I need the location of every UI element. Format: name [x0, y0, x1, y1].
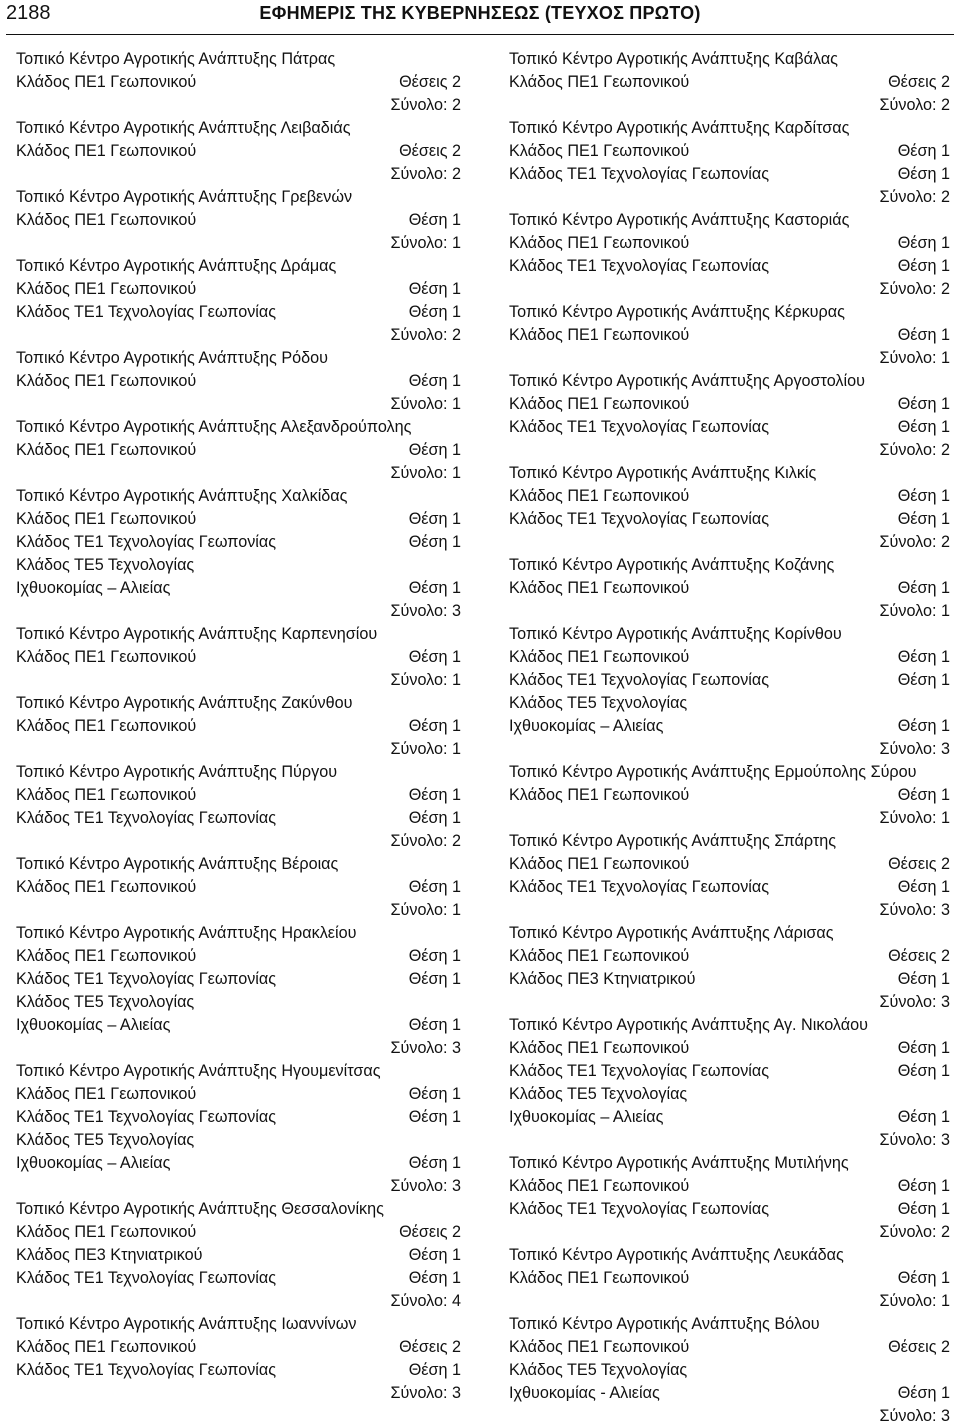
total-count: Σύνολο: 4 — [390, 1292, 461, 1310]
branch-name: Κλάδος ΤΕ1 Τεχνολογίας Γεωπονίας — [16, 533, 277, 551]
left-column — [16, 48, 461, 1405]
positions-count: Θέση 1 — [408, 1269, 461, 1287]
branch-name: Κλάδος ΠΕ1 Γεωπονικού — [16, 510, 197, 528]
positions-count: Θέση 1 — [897, 786, 950, 804]
positions-count: Θέση 1 — [408, 1154, 461, 1172]
branch-name: Κλάδος ΠΕ3 Κτηνιατρικού — [16, 1246, 203, 1264]
center-title: Τοπικό Κέντρο Αγροτικής Ανάπτυξης Καβάλας — [509, 50, 838, 68]
center-title: Τοπικό Κέντρο Αγροτικής Ανάπτυξης Ηρακλείου — [16, 924, 357, 942]
center-title: Τοπικό Κέντρο Αγροτικής Ανάπτυξης Βόλου — [509, 1315, 820, 1333]
positions-count: Θέση 1 — [408, 809, 461, 827]
positions-count: Θέση 1 — [408, 1016, 461, 1034]
branch-name: Κλάδος ΠΕ1 Γεωπονικού — [509, 142, 690, 160]
branch-row — [509, 508, 950, 531]
total-count: Σύνολο: 2 — [390, 165, 461, 183]
center-block — [16, 623, 461, 692]
total-count: Σύνολο: 3 — [879, 1131, 950, 1149]
branch-name: Κλάδος ΠΕ1 Γεωπονικού — [16, 1338, 197, 1356]
positions-count: Θέση 1 — [408, 1108, 461, 1126]
total-count: Σύνολο: 3 — [879, 901, 950, 919]
branch-row — [509, 416, 950, 439]
total-count: Σύνολο: 1 — [879, 602, 950, 620]
positions-count: Θέση 1 — [897, 1062, 950, 1080]
positions-count: Θέσεις 2 — [399, 1223, 461, 1241]
positions-count: Θέση 1 — [897, 671, 950, 689]
positions-count: Θέσεις 2 — [888, 947, 950, 965]
branch-row — [509, 1037, 950, 1060]
page-number: 2188 — [6, 2, 51, 24]
total-count: Σύνολο: 1 — [879, 809, 950, 827]
branch-row — [16, 71, 461, 94]
positions-count: Θέση 1 — [897, 1384, 950, 1402]
positions-count: Θέση 1 — [897, 234, 950, 252]
center-block — [509, 209, 950, 301]
branch-row — [16, 439, 461, 462]
center-block — [509, 462, 950, 554]
center-title: Τοπικό Κέντρο Αγροτικής Ανάπτυξης Καστοριάς — [509, 211, 850, 229]
branch-name: Κλάδος ΠΕ1 Γεωπονικού — [509, 1177, 690, 1195]
branch-name: Κλάδος ΤΕ1 Τεχνολογίας Γεωπονίας — [509, 510, 770, 528]
center-block — [509, 1014, 950, 1152]
total-count: Σύνολο: 1 — [390, 740, 461, 758]
center-title: Τοπικό Κέντρο Αγροτικής Ανάπτυξης Πύργου — [16, 763, 338, 781]
branch-row — [509, 1382, 950, 1405]
positions-count: Θέση 1 — [897, 717, 950, 735]
positions-count: Θέση 1 — [897, 395, 950, 413]
branch-row — [16, 554, 461, 577]
branch-name: Κλάδος ΤΕ1 Τεχνολογίας Γεωπονίας — [509, 1200, 770, 1218]
branch-row — [16, 1267, 461, 1290]
total-count: Σύνολο: 3 — [390, 1039, 461, 1057]
branch-row — [509, 1083, 950, 1106]
positions-count: Θέση 1 — [897, 579, 950, 597]
branch-name: Κλάδος ΠΕ1 Γεωπονικού — [509, 1039, 690, 1057]
branch-name: Κλάδος ΤΕ1 Τεχνολογίας Γεωπονίας — [16, 1108, 277, 1126]
total-count: Σύνολο: 1 — [390, 234, 461, 252]
branch-row — [509, 577, 950, 600]
branch-name: Κλάδος ΠΕ1 Γεωπονικού — [509, 1269, 690, 1287]
branch-name: Κλάδος ΠΕ1 Γεωπονικού — [16, 717, 197, 735]
branch-name: Κλάδος ΤΕ1 Τεχνολογίας Γεωπονίας — [509, 165, 770, 183]
branch-row — [16, 1336, 461, 1359]
branch-name: Κλάδος ΤΕ5 Τεχνολογίας — [509, 1085, 688, 1103]
total-count: Σύνολο: 2 — [879, 280, 950, 298]
positions-count: Θέση 1 — [897, 257, 950, 275]
branch-row — [509, 393, 950, 416]
center-title: Τοπικό Κέντρο Αγροτικής Ανάπτυξης Ηγουμενίτσας — [16, 1062, 381, 1080]
total-count: Σύνολο: 1 — [879, 349, 950, 367]
positions-count: Θέση 1 — [408, 303, 461, 321]
positions-count: Θέση 1 — [897, 487, 950, 505]
branch-row — [509, 784, 950, 807]
total-count: Σύνολο: 2 — [879, 1223, 950, 1241]
positions-count: Θέση 1 — [408, 533, 461, 551]
center-block — [509, 761, 950, 830]
branch-row — [509, 163, 950, 186]
branch-row — [16, 370, 461, 393]
branch-row — [16, 715, 461, 738]
branch-name: Κλάδος ΤΕ5 Τεχνολογίας — [16, 556, 195, 574]
center-title: Τοπικό Κέντρο Αγροτικής Ανάπτυξης Μυτιλήνης — [509, 1154, 849, 1172]
center-block — [16, 117, 461, 186]
branch-row — [16, 945, 461, 968]
gazette-title: ΕΦΗΜΕΡΙΣ ΤΗΣ ΚΥΒΕΡΝΗΣΕΩΣ (ΤΕΥΧΟΣ ΠΡΩΤΟ) — [259, 3, 701, 23]
branch-name: Κλάδος ΠΕ1 Γεωπονικού — [16, 786, 197, 804]
total-count: Σύνολο: 2 — [879, 441, 950, 459]
center-block — [16, 485, 461, 623]
branch-row — [16, 1014, 461, 1037]
center-title: Τοπικό Κέντρο Αγροτικής Ανάπτυξης Θεσσαλονίκης — [16, 1200, 384, 1218]
branch-row — [16, 278, 461, 301]
center-block — [509, 117, 950, 209]
right-column — [509, 48, 950, 1428]
branch-row — [509, 1336, 950, 1359]
page-header — [0, 0, 960, 28]
total-count: Σύνολο: 3 — [390, 1384, 461, 1402]
branch-name: Κλάδος ΠΕ1 Γεωπονικού — [16, 1085, 197, 1103]
center-title: Τοπικό Κέντρο Αγροτικής Ανάπτυξης Αλεξανδρούπολης — [16, 418, 412, 436]
branch-name: Κλάδος ΤΕ1 Τεχνολογίας Γεωπονίας — [509, 878, 770, 896]
total-count: Σύνολο: 1 — [390, 395, 461, 413]
positions-count: Θέση 1 — [408, 947, 461, 965]
branch-row — [16, 646, 461, 669]
branch-row — [509, 1060, 950, 1083]
branch-name: Ιχθυοκομίας - Αλιείας — [509, 1384, 660, 1402]
center-block — [16, 48, 461, 117]
branch-row — [16, 140, 461, 163]
center-title: Τοπικό Κέντρο Αγροτικής Ανάπτυξης Αγ. Νικολάου — [509, 1016, 868, 1034]
total-count: Σύνολο: 1 — [390, 464, 461, 482]
total-count: Σύνολο: 3 — [390, 1177, 461, 1195]
branch-name: Κλάδος ΤΕ5 Τεχνολογίας — [16, 1131, 195, 1149]
branch-name: Κλάδος ΤΕ1 Τεχνολογίας Γεωπονίας — [16, 1269, 277, 1287]
center-block — [16, 186, 461, 255]
positions-count: Θέσεις 2 — [888, 73, 950, 91]
branch-row — [509, 485, 950, 508]
positions-count: Θέσεις 2 — [888, 1338, 950, 1356]
branch-row — [509, 853, 950, 876]
branch-row — [16, 1083, 461, 1106]
branch-row — [509, 715, 950, 738]
total-count: Σύνολο: 2 — [879, 188, 950, 206]
branch-row — [16, 1359, 461, 1382]
center-title: Τοπικό Κέντρο Αγροτικής Ανάπτυξης Βέροιας — [16, 855, 339, 873]
branch-row — [509, 324, 950, 347]
positions-count: Θέση 1 — [408, 372, 461, 390]
branch-name: Κλάδος ΤΕ1 Τεχνολογίας Γεωπονίας — [509, 671, 770, 689]
branch-name: Κλάδος ΠΕ1 Γεωπονικού — [16, 648, 197, 666]
branch-row — [16, 807, 461, 830]
branch-row — [509, 1267, 950, 1290]
branch-row — [16, 1244, 461, 1267]
center-block — [16, 692, 461, 761]
branch-row — [16, 784, 461, 807]
center-title: Τοπικό Κέντρο Αγροτικής Ανάπτυξης Καρδίτσας — [509, 119, 850, 137]
branch-name: Κλάδος ΠΕ1 Γεωπονικού — [16, 211, 197, 229]
branch-name: Κλάδος ΤΕ5 Τεχνολογίας — [509, 694, 688, 712]
positions-count: Θέσεις 2 — [399, 142, 461, 160]
center-block — [509, 301, 950, 370]
branch-name: Κλάδος ΤΕ1 Τεχνολογίας Γεωπονίας — [16, 970, 277, 988]
branch-row — [509, 71, 950, 94]
branch-row — [509, 669, 950, 692]
branch-name: Κλάδος ΠΕ1 Γεωπονικού — [509, 487, 690, 505]
branch-name: Κλάδος ΠΕ1 Γεωπονικού — [16, 947, 197, 965]
center-block — [16, 347, 461, 416]
branch-row — [16, 508, 461, 531]
positions-count: Θέση 1 — [408, 510, 461, 528]
center-title: Τοπικό Κέντρο Αγροτικής Ανάπτυξης Κορίνθου — [509, 625, 842, 643]
center-title: Τοπικό Κέντρο Αγροτικής Ανάπτυξης Κοζάνης — [509, 556, 835, 574]
center-title: Τοπικό Κέντρο Αγροτικής Ανάπτυξης Κέρκυρας — [509, 303, 845, 321]
center-title: Τοπικό Κέντρο Αγροτικής Ανάπτυξης Ρόδου — [16, 349, 329, 367]
center-block — [509, 1244, 950, 1313]
center-block — [16, 416, 461, 485]
branch-name: Κλάδος ΠΕ1 Γεωπονικού — [509, 855, 690, 873]
branch-name: Κλάδος ΤΕ1 Τεχνολογίας Γεωπονίας — [509, 1062, 770, 1080]
branch-name: Κλάδος ΠΕ1 Γεωπονικού — [16, 1223, 197, 1241]
branch-name: Κλάδος ΤΕ1 Τεχνολογίας Γεωπονίας — [509, 257, 770, 275]
branch-name: Κλάδος ΠΕ1 Γεωπονικού — [509, 395, 690, 413]
center-title: Τοπικό Κέντρο Αγροτικής Ανάπτυξης Λάρισας — [509, 924, 834, 942]
total-count: Σύνολο: 1 — [390, 901, 461, 919]
branch-row — [509, 646, 950, 669]
center-block — [16, 255, 461, 347]
branch-name: Ιχθυοκομίας – Αλιείας — [16, 1016, 171, 1034]
branch-name: Κλάδος ΠΕ1 Γεωπονικού — [509, 73, 690, 91]
branch-row — [16, 1152, 461, 1175]
center-block — [509, 1313, 950, 1428]
branch-row — [509, 692, 950, 715]
positions-count: Θέση 1 — [897, 1177, 950, 1195]
positions-count: Θέση 1 — [897, 142, 950, 160]
branch-row — [509, 255, 950, 278]
total-count: Σύνολο: 3 — [879, 740, 950, 758]
center-title: Τοπικό Κέντρο Αγροτικής Ανάπτυξης Ερμούπολης Σύρου — [509, 763, 917, 781]
total-count: Σύνολο: 1 — [390, 671, 461, 689]
positions-count: Θέση 1 — [897, 648, 950, 666]
branch-row — [509, 1175, 950, 1198]
center-block — [509, 48, 950, 117]
center-title: Τοπικό Κέντρο Αγροτικής Ανάπτυξης Ιωαννίνων — [16, 1315, 357, 1333]
center-title: Τοπικό Κέντρο Αγροτικής Ανάπτυξης Λειβαδιάς — [16, 119, 351, 137]
positions-count: Θέσεις 2 — [399, 1338, 461, 1356]
positions-count: Θέσεις 2 — [888, 855, 950, 873]
positions-count: Θέσεις 2 — [399, 73, 461, 91]
branch-name: Ιχθυοκομίας – Αλιείας — [509, 1108, 664, 1126]
branch-name: Κλάδος ΠΕ1 Γεωπονικού — [16, 441, 197, 459]
positions-count: Θέση 1 — [897, 165, 950, 183]
branch-name: Κλάδος ΠΕ3 Κτηνιατρικού — [509, 970, 696, 988]
branch-row — [509, 1106, 950, 1129]
branch-row — [16, 209, 461, 232]
center-title: Τοπικό Κέντρο Αγροτικής Ανάπτυξης Χαλκίδας — [16, 487, 348, 505]
center-title: Τοπικό Κέντρο Αγροτικής Ανάπτυξης Αργοστολίου — [509, 372, 865, 390]
branch-row — [16, 1221, 461, 1244]
branch-name: Κλάδος ΠΕ1 Γεωπονικού — [509, 947, 690, 965]
branch-name: Κλάδος ΤΕ1 Τεχνολογίας Γεωπονίας — [16, 1361, 277, 1379]
branch-row — [16, 531, 461, 554]
positions-count: Θέση 1 — [897, 970, 950, 988]
center-block — [16, 853, 461, 922]
center-title: Τοπικό Κέντρο Αγροτικής Ανάπτυξης Λευκάδας — [509, 1246, 844, 1264]
total-count: Σύνολο: 3 — [879, 993, 950, 1011]
center-block — [509, 554, 950, 623]
branch-name: Κλάδος ΠΕ1 Γεωπονικού — [16, 878, 197, 896]
branch-name: Κλάδος ΠΕ1 Γεωπονικού — [16, 142, 197, 160]
total-count: Σύνολο: 3 — [879, 1407, 950, 1425]
branch-row — [509, 945, 950, 968]
branch-name: Κλάδος ΠΕ1 Γεωπονικού — [509, 579, 690, 597]
branch-name: Ιχθυοκομίας – Αλιείας — [509, 717, 664, 735]
total-count: Σύνολο: 1 — [879, 1292, 950, 1310]
total-count: Σύνολο: 2 — [879, 96, 950, 114]
branch-name: Κλάδος ΤΕ5 Τεχνολογίας — [16, 993, 195, 1011]
positions-count: Θέση 1 — [408, 878, 461, 896]
center-block — [509, 922, 950, 1014]
branch-row — [16, 876, 461, 899]
branch-row — [16, 577, 461, 600]
center-title: Τοπικό Κέντρο Αγροτικής Ανάπτυξης Δράμας — [16, 257, 337, 275]
positions-count: Θέση 1 — [897, 510, 950, 528]
positions-count: Θέση 1 — [408, 648, 461, 666]
branch-row — [16, 1106, 461, 1129]
branch-row — [509, 1359, 950, 1382]
branch-row — [509, 876, 950, 899]
header-rule — [6, 34, 954, 35]
branch-name: Κλάδος ΠΕ1 Γεωπονικού — [509, 648, 690, 666]
branch-name: Κλάδος ΠΕ1 Γεωπονικού — [509, 1338, 690, 1356]
positions-count: Θέση 1 — [897, 1108, 950, 1126]
positions-count: Θέση 1 — [408, 970, 461, 988]
positions-count: Θέση 1 — [408, 211, 461, 229]
positions-count: Θέση 1 — [897, 326, 950, 344]
branch-row — [16, 1129, 461, 1152]
total-count: Σύνολο: 2 — [879, 533, 950, 551]
total-count: Σύνολο: 2 — [390, 326, 461, 344]
center-block — [16, 761, 461, 853]
center-title: Τοπικό Κέντρο Αγροτικής Ανάπτυξης Κιλκίς — [509, 464, 817, 482]
center-title: Τοπικό Κέντρο Αγροτικής Ανάπτυξης Ζακύνθου — [16, 694, 353, 712]
branch-name: Κλάδος ΠΕ1 Γεωπονικού — [509, 234, 690, 252]
branch-row — [509, 140, 950, 163]
positions-count: Θέση 1 — [897, 418, 950, 436]
branch-name: Κλάδος ΠΕ1 Γεωπονικού — [16, 280, 197, 298]
branch-row — [509, 232, 950, 255]
center-title: Τοπικό Κέντρο Αγροτικής Ανάπτυξης Πάτρας — [16, 50, 336, 68]
branch-name: Κλάδος ΤΕ5 Τεχνολογίας — [509, 1361, 688, 1379]
center-block — [16, 1060, 461, 1198]
branch-name: Κλάδος ΤΕ1 Τεχνολογίας Γεωπονίας — [16, 303, 277, 321]
positions-count: Θέση 1 — [897, 1269, 950, 1287]
center-block — [16, 1198, 461, 1313]
positions-count: Θέση 1 — [897, 878, 950, 896]
center-title: Τοπικό Κέντρο Αγροτικής Ανάπτυξης Γρεβενών — [16, 188, 353, 206]
branch-row — [16, 301, 461, 324]
branch-name: Κλάδος ΤΕ1 Τεχνολογίας Γεωπονίας — [509, 418, 770, 436]
center-block — [509, 623, 950, 761]
total-count: Σύνολο: 3 — [390, 602, 461, 620]
center-block — [16, 922, 461, 1060]
positions-count: Θέση 1 — [408, 441, 461, 459]
center-block — [509, 1152, 950, 1244]
positions-count: Θέση 1 — [408, 1085, 461, 1103]
branch-name: Κλάδος ΠΕ1 Γεωπονικού — [16, 372, 197, 390]
positions-count: Θέση 1 — [408, 717, 461, 735]
center-title: Τοπικό Κέντρο Αγροτικής Ανάπτυξης Καρπενησίου — [16, 625, 378, 643]
center-title: Τοπικό Κέντρο Αγροτικής Ανάπτυξης Σπάρτης — [509, 832, 837, 850]
center-block — [16, 1313, 461, 1405]
positions-count: Θέση 1 — [408, 280, 461, 298]
positions-count: Θέση 1 — [408, 1361, 461, 1379]
positions-count: Θέση 1 — [408, 786, 461, 804]
branch-row — [16, 968, 461, 991]
positions-count: Θέση 1 — [897, 1200, 950, 1218]
branch-name: Κλάδος ΠΕ1 Γεωπονικού — [509, 326, 690, 344]
branch-row — [509, 1198, 950, 1221]
positions-count: Θέση 1 — [408, 1246, 461, 1264]
branch-name: Ιχθυοκομίας – Αλιείας — [16, 1154, 171, 1172]
total-count: Σύνολο: 2 — [390, 96, 461, 114]
positions-count: Θέση 1 — [408, 579, 461, 597]
positions-count: Θέση 1 — [897, 1039, 950, 1057]
branch-name: Ιχθυοκομίας – Αλιείας — [16, 579, 171, 597]
center-block — [509, 370, 950, 462]
branch-row — [509, 968, 950, 991]
branch-name: Κλάδος ΤΕ1 Τεχνολογίας Γεωπονίας — [16, 809, 277, 827]
branch-name: Κλάδος ΠΕ1 Γεωπονικού — [16, 73, 197, 91]
branch-row — [16, 991, 461, 1014]
branch-name: Κλάδος ΠΕ1 Γεωπονικού — [509, 786, 690, 804]
total-count: Σύνολο: 2 — [390, 832, 461, 850]
center-block — [509, 830, 950, 922]
